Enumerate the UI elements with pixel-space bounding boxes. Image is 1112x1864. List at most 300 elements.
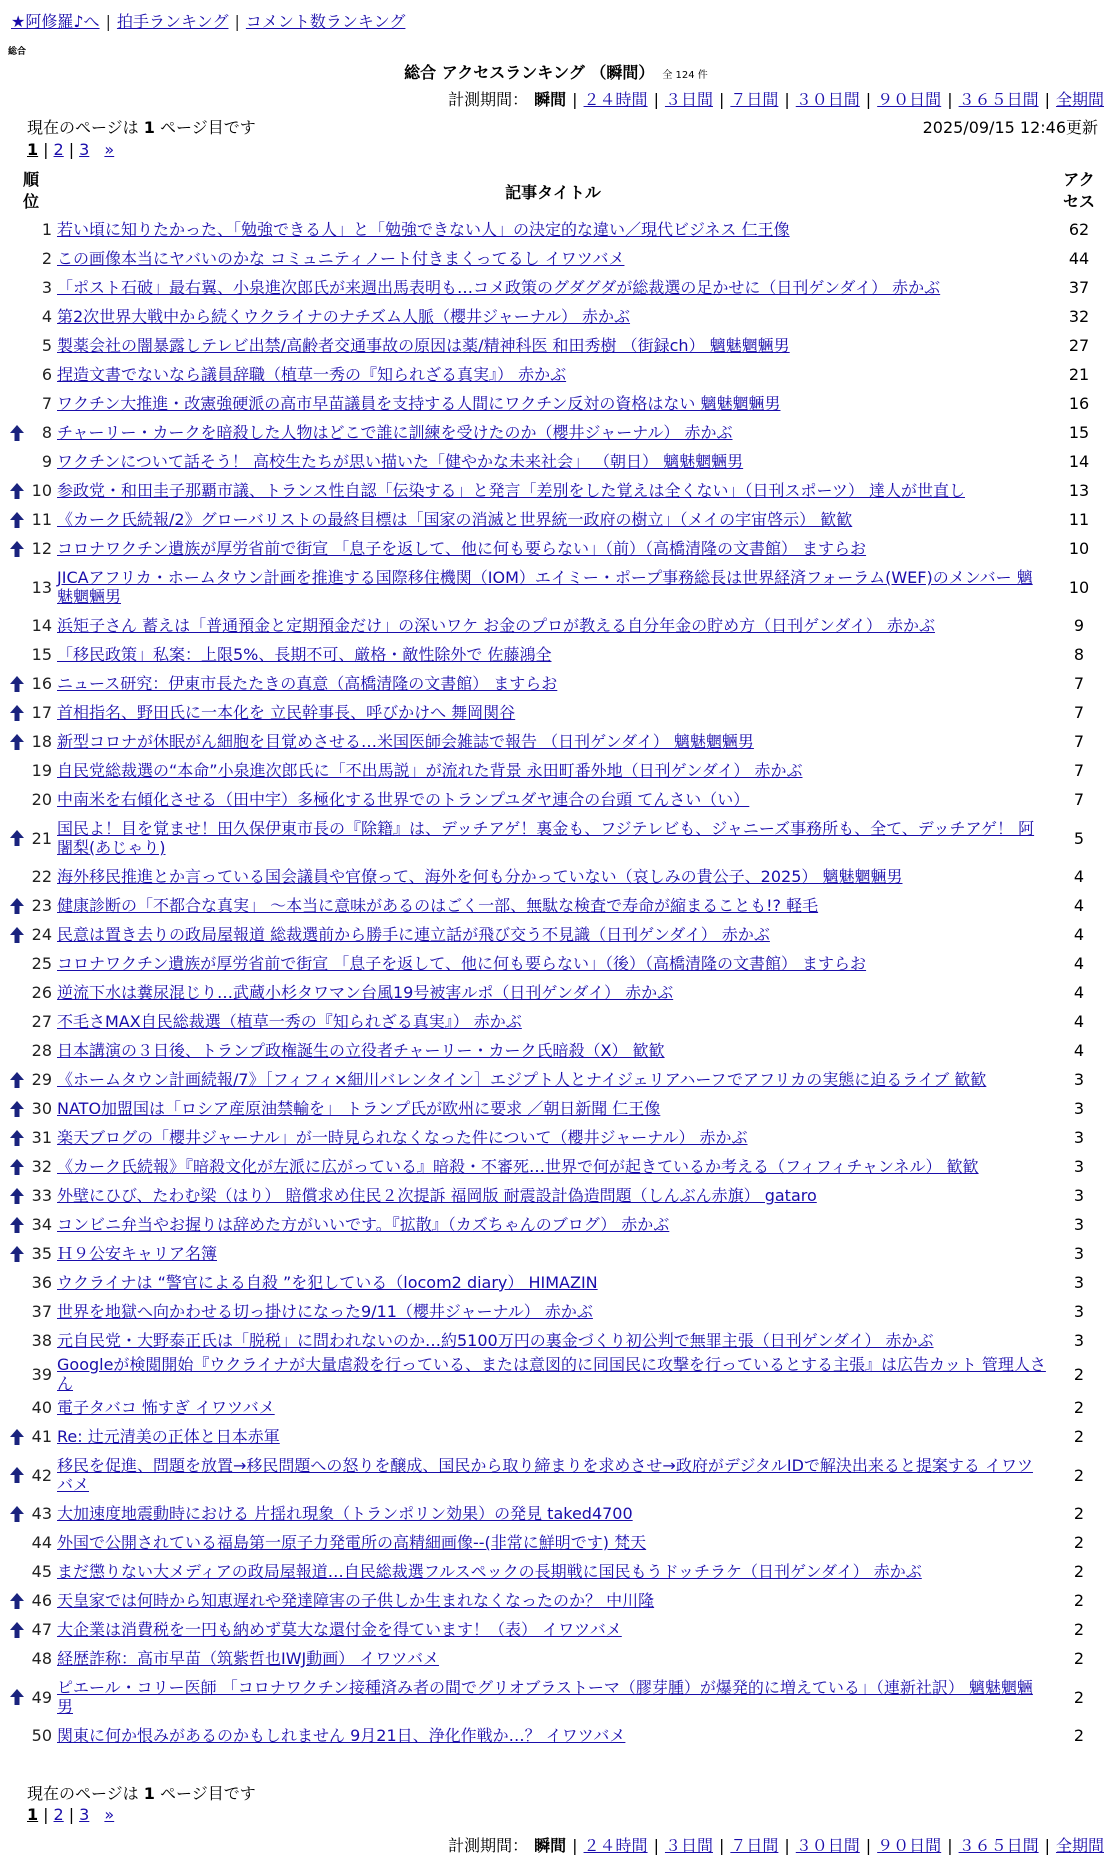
access-count: 7	[1073, 761, 1085, 780]
article-link[interactable]: 民意は置き去りの政局屋報道 総裁選前から勝手に連立話が飛び交う不見識（日刊ゲンダイ） 赤かぶ	[57, 925, 770, 944]
title-cell	[54, 1393, 1052, 1422]
table-row	[8, 1355, 1106, 1393]
rank-number: 35	[31, 1244, 52, 1263]
page-status-number: 1	[143, 118, 155, 137]
rank-cell	[8, 1586, 54, 1615]
article-link[interactable]: 電子タバコ 怖すぎ イワツバメ	[57, 1398, 275, 1417]
article-link[interactable]: 《カーク氏続報》『暗殺文化が左派に広がっている』暗殺・不審死…世界で何が起きているか考える（フィフィチャンネル） 歓歓	[57, 1157, 979, 1176]
article-link[interactable]: 健康診断の「不都合な真実」 ～本当に意味があるのはごく一部、無駄な検査で寿命が縮まることも!? 軽毛	[57, 896, 819, 915]
title-cell	[54, 1152, 1052, 1181]
pager-page-2[interactable]: 2	[53, 140, 64, 159]
period-link-30d[interactable]: ３０日間	[795, 90, 860, 109]
article-link[interactable]: ワクチンについて話そう！ 高校生たちが思い描いた「健やかな未来社会」 （朝日） 魑魅魍魎男	[57, 452, 744, 471]
article-link[interactable]: 「ポスト石破」最右翼、小泉進次郎氏が来週出馬表明も…コメ政策のグダグダが総裁選の足かせに（日刊ゲンダイ） 赤かぶ	[57, 278, 941, 297]
rank-number: 25	[31, 954, 52, 973]
rank-cell	[8, 978, 54, 1007]
link-comment-ranking[interactable]: コメント数ランキング	[245, 12, 406, 31]
top-nav	[11, 10, 405, 34]
article-link[interactable]: Re: 辻元清美の正体と日本赤軍	[57, 1427, 280, 1446]
link-clap-ranking[interactable]: 拍手ランキング	[116, 12, 229, 31]
rank-cell	[8, 949, 54, 978]
period-link-7d[interactable]: ７日間	[730, 1836, 779, 1855]
title-cell	[54, 331, 1052, 360]
rank-cell	[8, 1499, 54, 1528]
title-cell	[54, 1036, 1052, 1065]
access-count: 2	[1073, 1687, 1085, 1707]
table-row	[8, 1239, 1106, 1268]
article-link[interactable]: コロナワクチン遺族が厚労省前で街宣 「息子を返して、他に何も要らない」（後）（高橋清隆の文書館） ますらお	[57, 954, 867, 973]
article-link[interactable]: コロナワクチン遺族が厚労省前で街宣 「息子を返して、他に何も要らない」（前）（高橋清隆の文書館） ますらお	[57, 539, 867, 558]
rank-cell	[8, 1721, 54, 1750]
period-link-all[interactable]: 全期間	[1055, 1836, 1104, 1855]
period-link-24h[interactable]: ２４時間	[583, 90, 648, 109]
access-count: 3	[1073, 1070, 1085, 1089]
rank-number: 16	[31, 674, 52, 693]
rank-number: 13	[31, 577, 52, 597]
rank-number: 26	[31, 983, 52, 1002]
rank-number: 23	[31, 896, 52, 915]
rank-number: 34	[31, 1215, 52, 1234]
article-link[interactable]: 自民党総裁選の“本命”小泉進次郎氏に「不出馬説」が流れた背景 永田町番外地（日刊ゲンダイ） 赤かぶ	[57, 761, 803, 780]
article-link[interactable]: 国民よ！目を覚ませ！田久保伊東市長の『除籍』は、デッチアゲ！裏金も、フジテレビも、ジャニーズ事務所も、全て、デッチアゲ！ 阿闍梨(あじゃり)	[57, 819, 1035, 857]
rank-number: 50	[31, 1726, 52, 1745]
access-count: 27	[1068, 336, 1090, 355]
title-cell	[54, 1355, 1052, 1393]
article-link[interactable]: 《ホームタウン計画続報/7》［フィフィ×細川バレンタイン］エジプト人とナイジェリアハーフでアフリカの実態に迫るライブ 歓歓	[57, 1070, 987, 1089]
table-row	[8, 1152, 1106, 1181]
period-current: 瞬間	[534, 1836, 567, 1855]
title-cell	[54, 1007, 1052, 1036]
access-count: 2	[1073, 1620, 1085, 1639]
title-cell	[54, 1181, 1052, 1210]
category-tag: 総合	[8, 47, 27, 57]
article-link[interactable]: 経歴詐称：高市早苗（筑紫哲也IWJ動画） イワツバメ	[57, 1649, 440, 1668]
article-link[interactable]: 《カーク氏続報/2》グローバリストの最終目標は「国家の消滅と世界統一政府の樹立」（メイの宇宙啓示） 歓歓	[57, 510, 853, 529]
page-status-prefix: 現在のページは	[27, 1784, 139, 1803]
table-row	[8, 447, 1106, 476]
access-count: 3	[1073, 1215, 1085, 1234]
article-link[interactable]: 関東に何か恨みがあるのかもしれません 9月21日、浄化作戦か…？ イワツバメ	[57, 1726, 626, 1745]
access-count: 3	[1073, 1302, 1085, 1321]
title-cell	[54, 1210, 1052, 1239]
up-arrow-icon	[10, 1101, 24, 1117]
up-arrow-icon	[10, 1689, 24, 1705]
up-arrow-icon	[10, 1130, 24, 1146]
title-cell	[54, 978, 1052, 1007]
header-title: 記事タイトル	[505, 182, 601, 202]
title-cell	[54, 534, 1052, 563]
table-row	[8, 1393, 1106, 1422]
access-count: 2	[1073, 1649, 1085, 1668]
access-count: 10	[1068, 539, 1090, 558]
title-cell	[54, 814, 1052, 862]
title-cell	[54, 1499, 1052, 1528]
table-row	[8, 1123, 1106, 1152]
rank-cell	[8, 1615, 54, 1644]
access-count: 2	[1073, 1504, 1085, 1523]
up-arrow-icon	[10, 1467, 24, 1483]
title-cell	[54, 273, 1052, 302]
pager-page-current[interactable]: 1	[27, 1805, 39, 1824]
access-count: 3	[1073, 1157, 1085, 1176]
page-title: 総合 アクセスランキング （瞬間）	[404, 63, 655, 82]
rank-number: 33	[31, 1186, 52, 1205]
title-cell	[54, 1721, 1052, 1750]
rank-number: 32	[31, 1157, 52, 1176]
title-cell	[54, 1268, 1052, 1297]
rank-cell	[8, 1152, 54, 1181]
article-link[interactable]: コンビニ弁当やお握りは辞めた方がいいです。『拡散』（カズちゃんのブログ） 赤かぶ	[57, 1215, 670, 1234]
page-status-prefix: 現在のページは	[27, 118, 139, 137]
title-cell	[54, 920, 1052, 949]
access-count: 21	[1068, 365, 1090, 384]
up-arrow-icon	[10, 1188, 24, 1204]
rank-cell	[8, 640, 54, 669]
access-count: 2	[1073, 1465, 1085, 1485]
rank-cell	[8, 1673, 54, 1721]
rank-number: 28	[31, 1041, 52, 1060]
table-row	[8, 756, 1106, 785]
rank-number: 18	[31, 732, 52, 751]
rank-cell	[8, 1239, 54, 1268]
page-status-number: 1	[143, 1784, 155, 1803]
title-cell	[54, 1422, 1052, 1451]
table-row	[8, 505, 1106, 534]
table-row	[8, 1297, 1106, 1326]
up-arrow-icon	[10, 1072, 24, 1088]
rank-cell	[8, 563, 54, 611]
period-link-365d[interactable]: ３６５日間	[958, 1836, 1039, 1855]
article-link[interactable]: 逆流下水は糞尿混じり…武蔵小杉タワマン台風19号被害ルポ（日刊ゲンダイ） 赤かぶ	[57, 983, 674, 1002]
title-cell	[54, 244, 1052, 273]
article-link[interactable]: 首相指名、野田氏に一本化を 立民幹事長、呼びかけへ 舞岡関谷	[57, 703, 516, 722]
rank-number: 36	[31, 1273, 52, 1292]
rank-cell	[8, 727, 54, 756]
rank-number: 48	[31, 1649, 52, 1668]
rank-number: 43	[31, 1504, 52, 1523]
rank-cell	[8, 505, 54, 534]
table-row	[8, 215, 1106, 244]
table-row	[8, 1557, 1106, 1586]
table-row	[8, 611, 1106, 640]
pager-page-current[interactable]: 1	[27, 140, 39, 159]
up-arrow-icon	[10, 1429, 24, 1445]
up-arrow-icon	[10, 1159, 24, 1175]
pager-page-3[interactable]: 3	[79, 1805, 90, 1824]
rank-cell	[8, 1355, 54, 1393]
access-count: 4	[1073, 1041, 1085, 1060]
access-count: 3	[1073, 1186, 1085, 1205]
title-cell	[54, 1557, 1052, 1586]
period-selector-bottom: 計測期間： 瞬間 | ２４時間 | ３日間 | ７日間 | ３０日間 | ９０日間 | ３６５日間 | 全期間	[448, 1836, 1104, 1855]
article-link[interactable]: 外国で公開されている福島第一原子力発電所の高精細画像--(非常に鮮明です) 梵天	[57, 1533, 647, 1552]
access-count: 2	[1073, 1533, 1085, 1552]
rank-number: 45	[31, 1562, 52, 1581]
rank-cell	[8, 215, 54, 244]
article-link[interactable]: チャーリー・カークを暗殺した人物はどこで誰に訓練を受けたのか（櫻井ジャーナル） 赤かぶ	[57, 423, 733, 442]
rank-number: 1	[41, 220, 52, 239]
title-cell	[54, 389, 1052, 418]
access-count: 32	[1068, 307, 1090, 326]
rank-cell	[8, 1210, 54, 1239]
article-link[interactable]: まだ懲りない大メディアの政局屋報道…自民総裁選フルスペックの長期戦に国民もうドッチラケ（日刊ゲンダイ） 赤かぶ	[57, 1562, 922, 1581]
table-row	[8, 1721, 1106, 1750]
up-arrow-icon	[10, 1593, 24, 1609]
article-link[interactable]: JICAアフリカ・ホームタウン計画を推進する国際移住機関（IOM）エイミー・ポープ事務総長は世界経済フォーラム(WEF)のメンバー 魑魅魍魎男	[57, 568, 1033, 606]
up-arrow-icon	[10, 1246, 24, 1262]
up-arrow-icon	[10, 927, 24, 943]
period-link-90d[interactable]: ９０日間	[877, 1836, 942, 1855]
up-arrow-icon	[10, 512, 24, 528]
access-count: 14	[1068, 452, 1090, 471]
nav-separator: |	[105, 12, 111, 31]
article-link[interactable]: ウクライナは “警官による自殺 ”を犯している（locom2 diary） HIMAZIN	[57, 1273, 598, 1292]
rank-cell	[8, 669, 54, 698]
article-link[interactable]: ニュース研究：伊東市長たたきの真意（高橋清隆の文書館） ますらお	[57, 674, 558, 693]
rank-cell	[8, 1297, 54, 1326]
title-cell	[54, 1586, 1052, 1615]
article-link[interactable]: 外壁にひび、たわむ梁（はり） 賠償求め住民２次提訴 福岡版 耐震設計偽造問題（しんぶん赤旗） gataro	[57, 1186, 817, 1205]
rank-number: 40	[31, 1398, 52, 1417]
table-row	[8, 1326, 1106, 1355]
pager-bottom: 1 | 2 | 3 »	[27, 1805, 115, 1824]
title-cell	[54, 418, 1052, 447]
pager-next[interactable]: »	[104, 1805, 115, 1824]
access-count: 3	[1073, 1099, 1085, 1118]
rank-number: 21	[31, 828, 52, 848]
title-cell	[54, 563, 1052, 611]
access-count: 15	[1068, 423, 1090, 442]
article-link[interactable]: 不毛さMAX自民総裁選（植草一秀の『知られざる真実』） 赤かぶ	[57, 1012, 522, 1031]
rank-number: 15	[31, 645, 52, 664]
title-cell	[54, 447, 1052, 476]
rank-number: 2	[41, 249, 52, 268]
article-link[interactable]: 大企業は消費税を一円も納めず莫大な還付金を得ています！（表） イワツバメ	[57, 1620, 622, 1639]
pager-page-3[interactable]: 3	[79, 140, 90, 159]
rank-number: 29	[31, 1070, 52, 1089]
title-cell	[54, 1326, 1052, 1355]
up-arrow-icon	[10, 898, 24, 914]
table-row	[8, 1499, 1106, 1528]
access-count: 4	[1073, 896, 1085, 915]
rank-cell	[8, 1557, 54, 1586]
title-cell	[54, 669, 1052, 698]
period-link-30d[interactable]: ３０日間	[795, 1836, 860, 1855]
table-row	[8, 727, 1106, 756]
article-link[interactable]: 海外移民推進とか言っている国会議員や官僚って、海外を何も分かっていない（哀しみの貴公子、2025） 魑魅魍魎男	[57, 867, 903, 886]
access-count: 4	[1073, 867, 1085, 886]
table-row	[8, 891, 1106, 920]
article-link[interactable]: この画像本当にヤバいのかな コミュニティノート付きまくってるし イワツバメ	[57, 249, 625, 268]
period-link-3d[interactable]: ３日間	[664, 90, 713, 109]
page-status-bottom	[27, 1781, 256, 1804]
table-row	[8, 1007, 1106, 1036]
rank-cell	[8, 418, 54, 447]
title-cell	[54, 949, 1052, 978]
article-link[interactable]: 参政党・和田圭子那覇市議、トランス性自認「伝染する」と発言「差別をした覚えは全くない」（日刊スポーツ） 達人が世直し	[57, 481, 965, 500]
up-arrow-icon	[10, 1622, 24, 1638]
access-count: 16	[1068, 394, 1090, 413]
access-count: 7	[1073, 790, 1085, 809]
rank-number: 20	[31, 790, 52, 809]
article-link[interactable]: 製薬会社の闇暴露しテレビ出禁/高齢者交通事故の原因は薬/精神科医 和田秀樹 （街録ch） 魑魅魍魎男	[57, 336, 790, 355]
period-link-7d[interactable]: ７日間	[730, 90, 779, 109]
access-count: 7	[1073, 703, 1085, 722]
rank-number: 7	[41, 394, 52, 413]
article-link[interactable]: 新型コロナが休眠がん細胞を目覚めさせる…米国医師会雑誌で報告 （日刊ゲンダイ） 魑魅魍魎男	[57, 732, 754, 751]
title-cell	[54, 215, 1052, 244]
period-label: 計測期間：	[448, 90, 529, 109]
nav-separator: |	[234, 12, 240, 31]
period-link-365d[interactable]: ３６５日間	[958, 90, 1039, 109]
title-cell	[54, 785, 1052, 814]
access-count: 9	[1073, 616, 1085, 635]
rank-number: 44	[31, 1533, 52, 1552]
period-link-90d[interactable]: ９０日間	[877, 90, 942, 109]
title-cell	[54, 862, 1052, 891]
article-link[interactable]: 元自民党・大野泰正氏は「脱税」に問われないのか…約5100万円の裏金づくり初公判で無罪主張（日刊ゲンダイ） 赤かぶ	[57, 1331, 934, 1350]
table-row	[8, 389, 1106, 418]
rank-cell	[8, 302, 54, 331]
access-count: 37	[1068, 278, 1090, 297]
rank-number: 30	[31, 1099, 52, 1118]
rank-number: 38	[31, 1331, 52, 1350]
table-row	[8, 1422, 1106, 1451]
article-link[interactable]: 世界を地獄へ向かわせる切っ掛けになった9/11（櫻井ジャーナル） 赤かぶ	[57, 1302, 593, 1321]
title-cell	[54, 698, 1052, 727]
up-arrow-icon	[10, 1217, 24, 1233]
article-link[interactable]: 「移民政策」私案：上限5%、長期不可、厳格・敵性除外で 佐藤鴻全	[57, 645, 552, 664]
rank-number: 37	[31, 1302, 52, 1321]
access-count: 7	[1073, 674, 1085, 693]
rank-number: 8	[41, 423, 52, 442]
rank-cell	[8, 611, 54, 640]
title-cell	[54, 640, 1052, 669]
access-count: 44	[1068, 249, 1090, 268]
access-count: 7	[1073, 732, 1085, 751]
table-row	[8, 418, 1106, 447]
article-link[interactable]: 捏造文書でないなら議員辞職（植草一秀の『知られざる真実』） 赤かぶ	[57, 365, 567, 384]
period-link-3d[interactable]: ３日間	[664, 1836, 713, 1855]
up-arrow-icon	[10, 705, 24, 721]
title-cell	[54, 1451, 1052, 1499]
table-row	[8, 862, 1106, 891]
page-status-suffix: ページ目です	[160, 118, 256, 137]
article-link[interactable]: ワクチン大推進・改憲強硬派の高市早苗議員を支持する人間にワクチン反対の資格はない 魑魅魍魎男	[57, 394, 781, 413]
title-cell	[54, 1123, 1052, 1152]
rank-cell	[8, 1644, 54, 1673]
rank-cell	[8, 1123, 54, 1152]
article-link[interactable]: 移民を促進、問題を放置→移民問題への怒りを醸成、国民から取り締まりを求めさせ→政府がデジタルIDで解決出来ると提案する イワツバメ	[57, 1456, 1033, 1494]
article-link[interactable]: 日本講演の３日後、トランプ政権誕生の立役者チャーリー・カーク氏暗殺（X） 歓歓	[57, 1041, 665, 1060]
title-cell	[54, 1065, 1052, 1094]
article-link[interactable]: ピエール・コリー医師 「コロナワクチン接種済み者の間でグリオブラストーマ（膠芽腫）が爆発的に増えている」（連新社訳） 魑魅魍魎男	[57, 1678, 1033, 1716]
rank-cell	[8, 814, 54, 862]
period-current: 瞬間	[534, 90, 567, 109]
title-cell	[54, 611, 1052, 640]
rank-cell	[8, 1181, 54, 1210]
access-count: 13	[1068, 481, 1090, 500]
article-link[interactable]: 大加速度地震動時における 片揺れ現象（トランポリン効果）の発見 taked4700	[57, 1504, 633, 1523]
table-row	[8, 1210, 1106, 1239]
table-row	[8, 1036, 1106, 1065]
article-link[interactable]: Googleが検閲開始『ウクライナが大量虐殺を行っている、または意図的に同国民に攻撃を行っているとする主張』は広告カット 管理人さん	[57, 1355, 1046, 1393]
title-cell	[54, 476, 1052, 505]
up-arrow-icon	[10, 676, 24, 692]
table-row	[8, 360, 1106, 389]
title-cell	[54, 1644, 1052, 1673]
rank-cell	[8, 785, 54, 814]
period-label: 計測期間：	[448, 1836, 529, 1855]
article-link[interactable]: 若い頃に知りたかった、「勉強できる人」と「勉強できない人」の決定的な違い／現代ビジネス 仁王像	[57, 220, 790, 239]
table-row	[8, 331, 1106, 360]
rank-cell	[8, 1094, 54, 1123]
table-row	[8, 302, 1106, 331]
rank-cell	[8, 1007, 54, 1036]
up-arrow-icon	[10, 830, 24, 846]
article-link[interactable]: 楽天ブログの「櫻井ジャーナル」が一時見られなくなった件について（櫻井ジャーナル） 赤かぶ	[57, 1128, 748, 1147]
ranking-table	[8, 167, 1106, 1750]
article-link[interactable]: NATO加盟国は「ロシア産原油禁輸を」 トランプ氏が欧州に要求 ／朝日新聞 仁王像	[57, 1099, 661, 1118]
pager-top: 1 | 2 | 3 »	[27, 140, 115, 159]
access-count: 4	[1073, 954, 1085, 973]
rank-number: 11	[31, 510, 52, 529]
period-link-all[interactable]: 全期間	[1055, 90, 1104, 109]
link-asyura-home[interactable]: ★阿修羅♪へ	[11, 12, 100, 31]
title-cell	[54, 1094, 1052, 1123]
article-link[interactable]: 浜矩子さん 蓄えは「普通預金と定期預金だけ」の深いワケ お金のプロが教える自分年金の貯め方（日刊ゲンダイ） 赤かぶ	[57, 616, 935, 635]
title-cell	[54, 1239, 1052, 1268]
rank-number: 22	[31, 867, 52, 886]
table-row	[8, 1065, 1106, 1094]
title-cell	[54, 1673, 1052, 1721]
article-link[interactable]: 第2次世界大戦中から続くウクライナのナチズム人脈（櫻井ジャーナル） 赤かぶ	[57, 307, 631, 326]
access-count: 3	[1073, 1331, 1085, 1350]
article-link[interactable]: Ｈ９公安キャリア名簿	[57, 1244, 218, 1263]
table-row	[8, 476, 1106, 505]
rank-number: 14	[31, 616, 52, 635]
table-row	[8, 949, 1106, 978]
access-count: 4	[1073, 1012, 1085, 1031]
title-cell	[54, 756, 1052, 785]
table-row	[8, 1268, 1106, 1297]
period-link-24h[interactable]: ２４時間	[583, 1836, 648, 1855]
access-count: 62	[1068, 220, 1090, 239]
rank-cell	[8, 1036, 54, 1065]
up-arrow-icon	[10, 734, 24, 750]
title-cell	[54, 1528, 1052, 1557]
access-count: 2	[1073, 1364, 1085, 1384]
access-count: 2	[1073, 1591, 1085, 1610]
title-cell	[54, 891, 1052, 920]
table-row	[8, 1615, 1106, 1644]
title-cell	[54, 1297, 1052, 1326]
rank-cell	[8, 1326, 54, 1355]
rank-number: 12	[31, 539, 52, 558]
rank-cell	[8, 1451, 54, 1499]
pager-page-2[interactable]: 2	[53, 1805, 64, 1824]
table-row	[8, 785, 1106, 814]
rank-number: 9	[41, 452, 52, 471]
table-row	[8, 920, 1106, 949]
pager-next[interactable]: »	[104, 140, 115, 159]
table-row	[8, 640, 1106, 669]
rank-number: 3	[41, 278, 52, 297]
rank-cell	[8, 1393, 54, 1422]
article-link[interactable]: 中南米を右傾化させる（田中宇）多極化する世界でのトランプユダヤ連合の台頭 てんさい（い）	[57, 790, 750, 809]
article-link[interactable]: 天皇家では何時から知恵遅れや発達障害の子供しか生まれなくなったのか？ 中川隆	[57, 1591, 655, 1610]
updated-timestamp: 2025/09/15 12:46更新	[922, 118, 1098, 137]
